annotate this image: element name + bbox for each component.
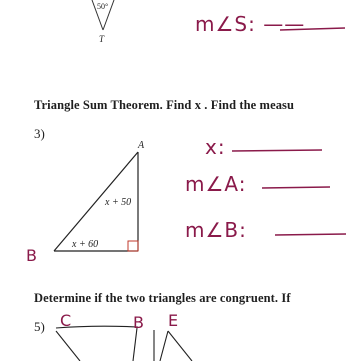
angle-a-answer-prompt: m∠A: bbox=[185, 172, 247, 196]
problem-5-number: 5) bbox=[34, 319, 45, 334]
right-angle-marker bbox=[128, 241, 138, 251]
congruent-triangles-partial bbox=[56, 326, 192, 361]
angle-s-answer-prompt: m∠S: —— bbox=[195, 12, 306, 36]
top-angle-label: 50° bbox=[97, 2, 109, 11]
x-answer-line bbox=[232, 150, 322, 151]
label-c: C bbox=[60, 311, 72, 330]
vertex-a-label: A bbox=[138, 140, 145, 151]
triangle-sum-heading: Triangle Sum Theorem. Find x . Find the measu bbox=[34, 98, 295, 112]
problem-3-number: 3) bbox=[34, 126, 45, 141]
angle-a-answer-line bbox=[262, 187, 330, 188]
congruent-heading: Determine if the two triangles are congruent. If bbox=[34, 291, 291, 305]
angle-b-answer-line bbox=[275, 234, 346, 235]
angle-b-expression: x + 60 bbox=[72, 239, 99, 250]
angle-b-answer-prompt: m∠B: bbox=[185, 218, 247, 242]
label-e: E bbox=[168, 311, 179, 330]
angle-a-expression: x + 50 bbox=[105, 197, 132, 208]
vertex-b-label: B bbox=[26, 246, 37, 265]
label-b: B bbox=[133, 313, 144, 332]
x-answer-prompt: x: bbox=[205, 135, 226, 159]
top-vertex-label: T bbox=[99, 34, 105, 44]
